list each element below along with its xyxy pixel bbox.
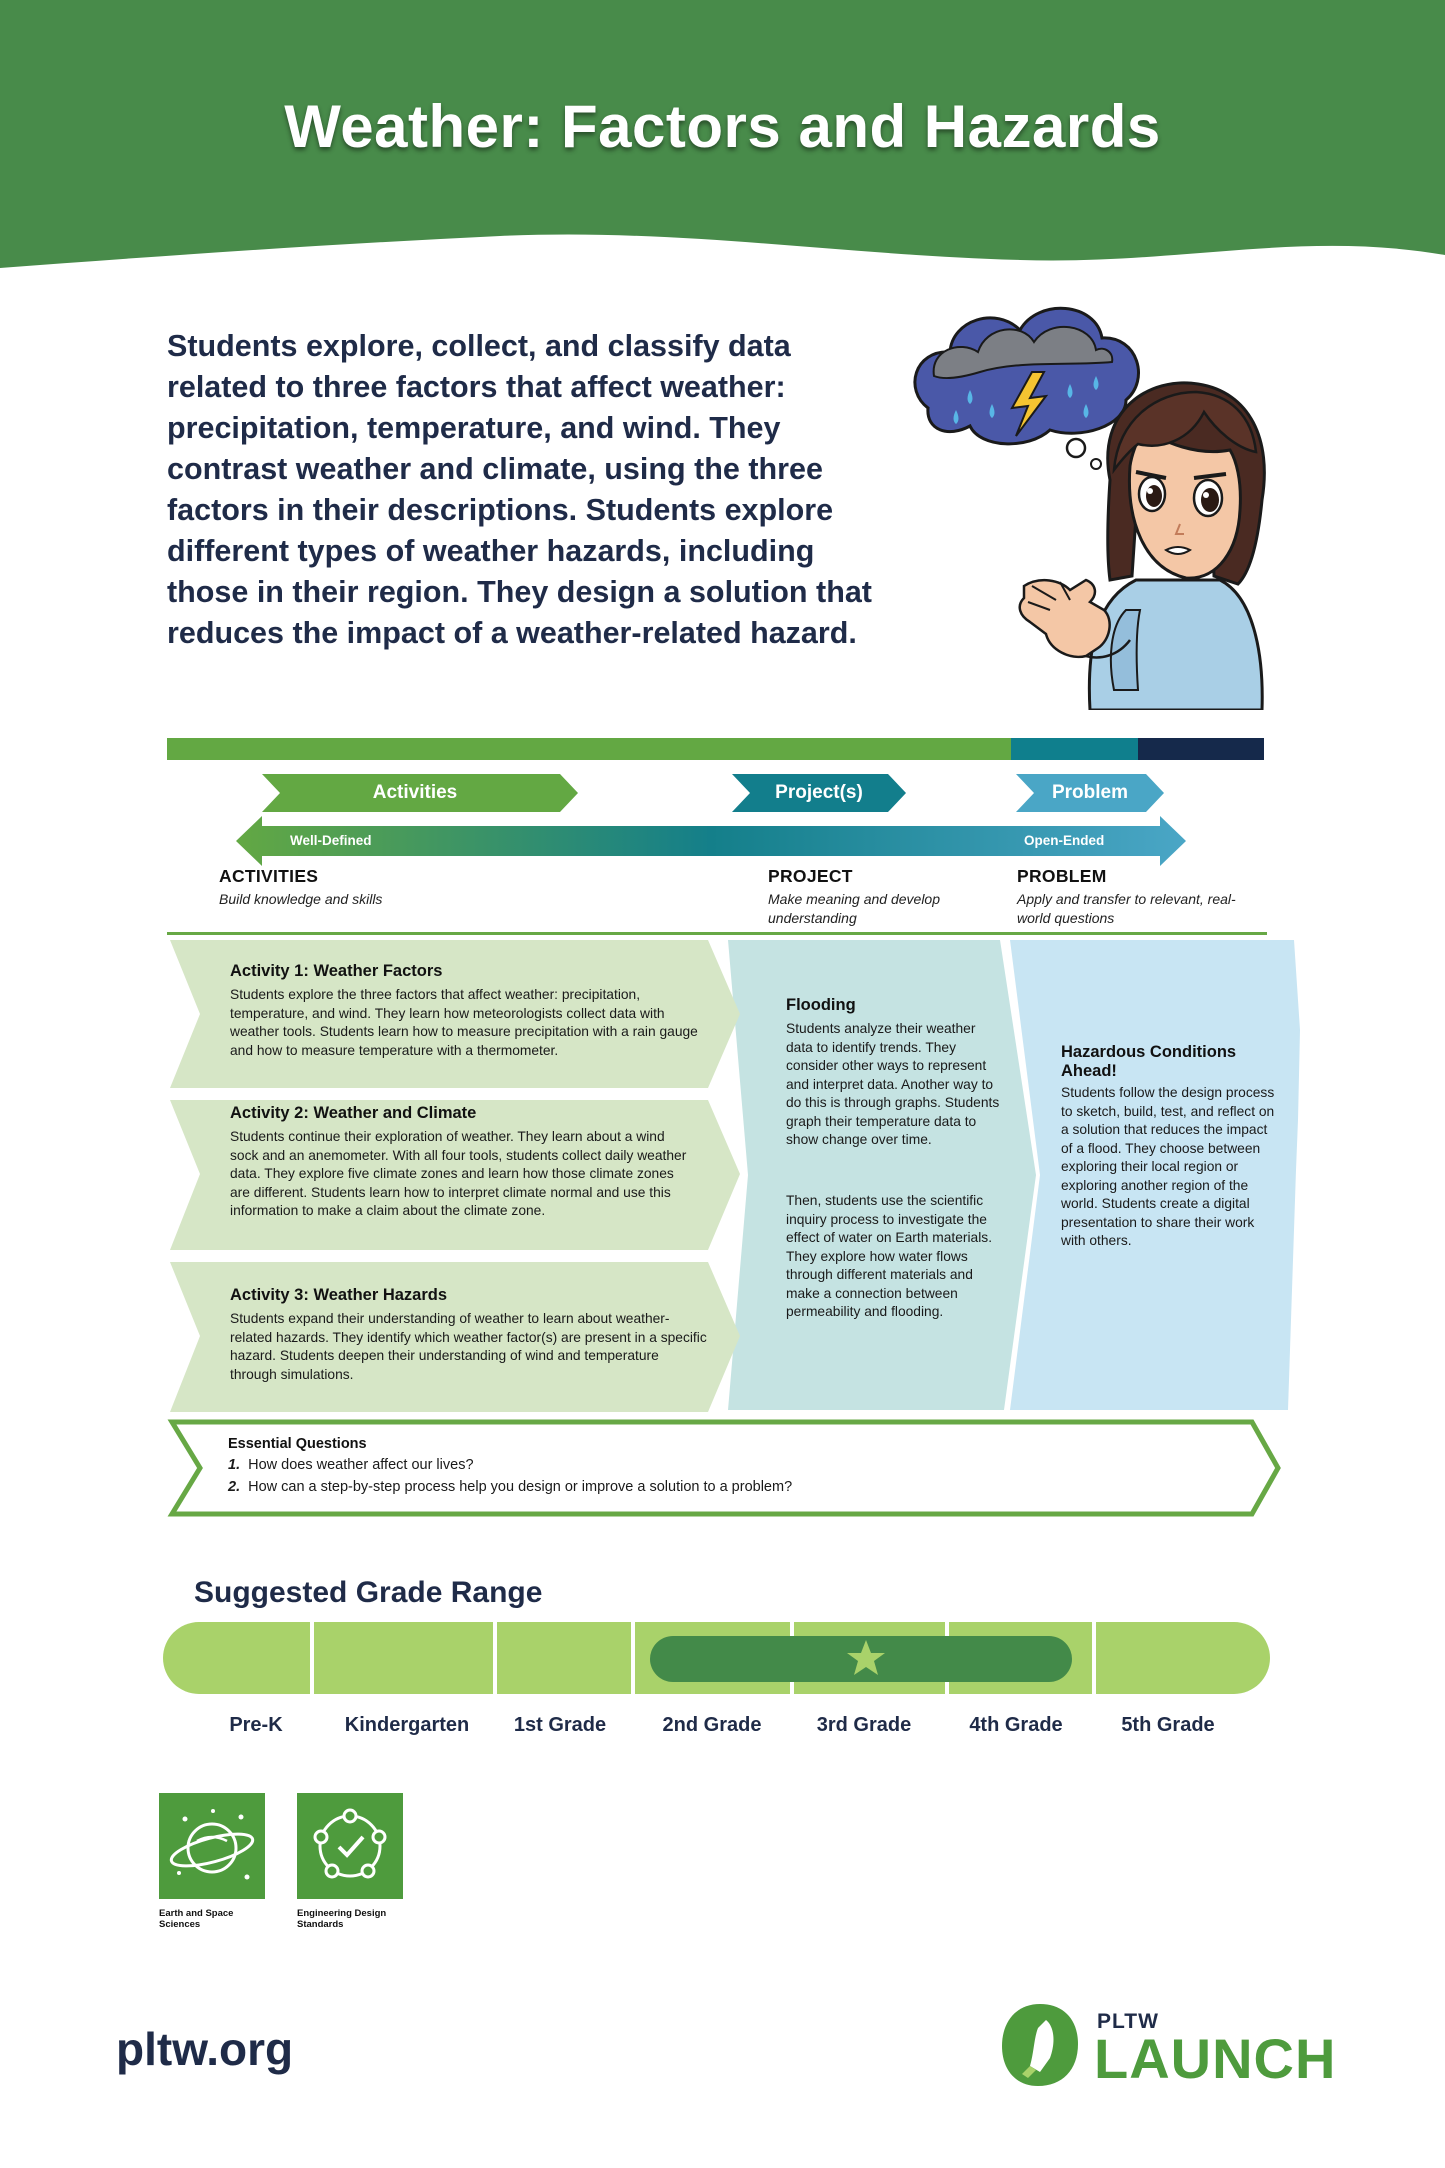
problem-chevron-label: Problem [1051,782,1129,803]
project-title: Flooding [786,996,856,1014]
pltw-logo-icon [1000,2002,1080,2088]
grade-range-heading: Suggested Grade Range [194,1576,543,1609]
grade-4th: 4th Grade [969,1714,1063,1736]
page-title: Weather: Factors and Hazards [284,93,1161,160]
grade-kindergarten: Kindergarten [344,1714,470,1736]
intro-paragraph: Students explore, collect, and classify data related to three factors that affect weather: precipitation, temperature, and wind. They contrast weather and climate, using the three factors in their descriptions. Students explore different types of weather hazards, including those in their region. They design a solution that reduces the impact of a weather-related hazard. [167,329,872,650]
activity-3-body: Students expand their understanding of weather to learn about weather-related hazards. They identify which weather factor(s) are present in a specific hazard. Students deepen their understanding of wind and temperature through simulations. [230,1311,707,1382]
activity-1-body: Students explore the three factors that affect weather: precipitation, temperature, and wind. They learn how meteorologists collect data with weather tools. Students learn how to measure precipitation with a rain gauge and how to measure temperature with a thermometer. [230,987,698,1058]
planet-icon [159,1793,265,1899]
engineering-cycle-icon [297,1793,403,1899]
activities-heading: ACTIVITIES [219,866,319,886]
well-defined-label: Well-Defined [290,833,372,848]
project-body-2: Then, students use the scientific inquiry process to investigate the effect of water on Earth materials. They explore how water flows through different materials and make a connection between permeability and flooding. [786,1193,993,1319]
essential-question-1-number: 1. [228,1457,241,1473]
project-subheading: Make meaning and develop understanding [768,891,941,926]
projects-chevron-label: Project(s) [775,782,863,803]
essential-question-2-text: How can a step-by-step process help you design or improve a solution to a problem? [248,1479,793,1495]
essential-question-1 [228,1457,474,1473]
activities-subheading: Build knowledge and skills [219,891,383,907]
essential-question-2-number: 2. [228,1479,241,1495]
grade-range-track [0,1610,1445,1700]
site-url[interactable]: pltw.org [116,2023,294,2075]
logo-text-small: PLTW [1097,2010,1159,2033]
grade-5th: 5th Grade [1121,1714,1215,1736]
problem-heading: PROBLEM [1017,866,1107,886]
essential-questions-title: Essential Questions [228,1436,367,1452]
grade-2nd: 2nd Grade [662,1714,762,1736]
problem-body: Students follow the design process to sketch, build, test, and reflect on a solution that reduces the impact of a flood. They choose between exploring their local region or exploring another region of the world. Students create a digital presentation to share their work with others. [1061,1085,1275,1248]
essential-question-1-text: How does weather affect our lives? [248,1457,474,1473]
grade-1st: 1st Grade [513,1714,607,1736]
engineering-design-label: Engineering Design Standards [297,1908,387,1930]
activity-2-body: Students continue their exploration of weather. They learn about a wind sock and an anemometer. With all four tools, students collect daily weather data. They explore five climate zones and learn how those climate zones are different. Students learn how to interpret climate normal and use this information to make a claim about the climate zone. [230,1129,687,1218]
problem-subheading: Apply and transfer to relevant, real-world questions [1017,891,1236,926]
open-ended-label: Open-Ended [1024,833,1105,848]
earth-space-label: Earth and Space Sciences [159,1908,234,1930]
engineering-design-badge [297,1793,403,1899]
grade-3rd: 3rd Grade [816,1714,912,1736]
activity-2-title: Activity 2: Weather and Climate [230,1104,477,1122]
project-body-1: Students analyze their weather data to identify trends. They consider other ways to represent and interpret data. Another way to do this is through graphs. Students graph their temperature data to show change over time. [786,1021,1000,1147]
activities-chevron-label: Activities [372,782,458,803]
logo-text-big: LAUNCH [1094,2027,1337,2090]
earth-space-badge [159,1793,265,1899]
activity-3-title: Activity 3: Weather Hazards [230,1286,448,1304]
essential-question-2 [228,1479,792,1495]
activity-1-title: Activity 1: Weather Factors [230,962,443,980]
project-block [728,940,1036,1410]
problem-title: Hazardous Conditions Ahead! [1061,1043,1237,1080]
grade-pre-k: Pre-K [229,1714,283,1736]
project-heading: PROJECT [768,866,853,886]
